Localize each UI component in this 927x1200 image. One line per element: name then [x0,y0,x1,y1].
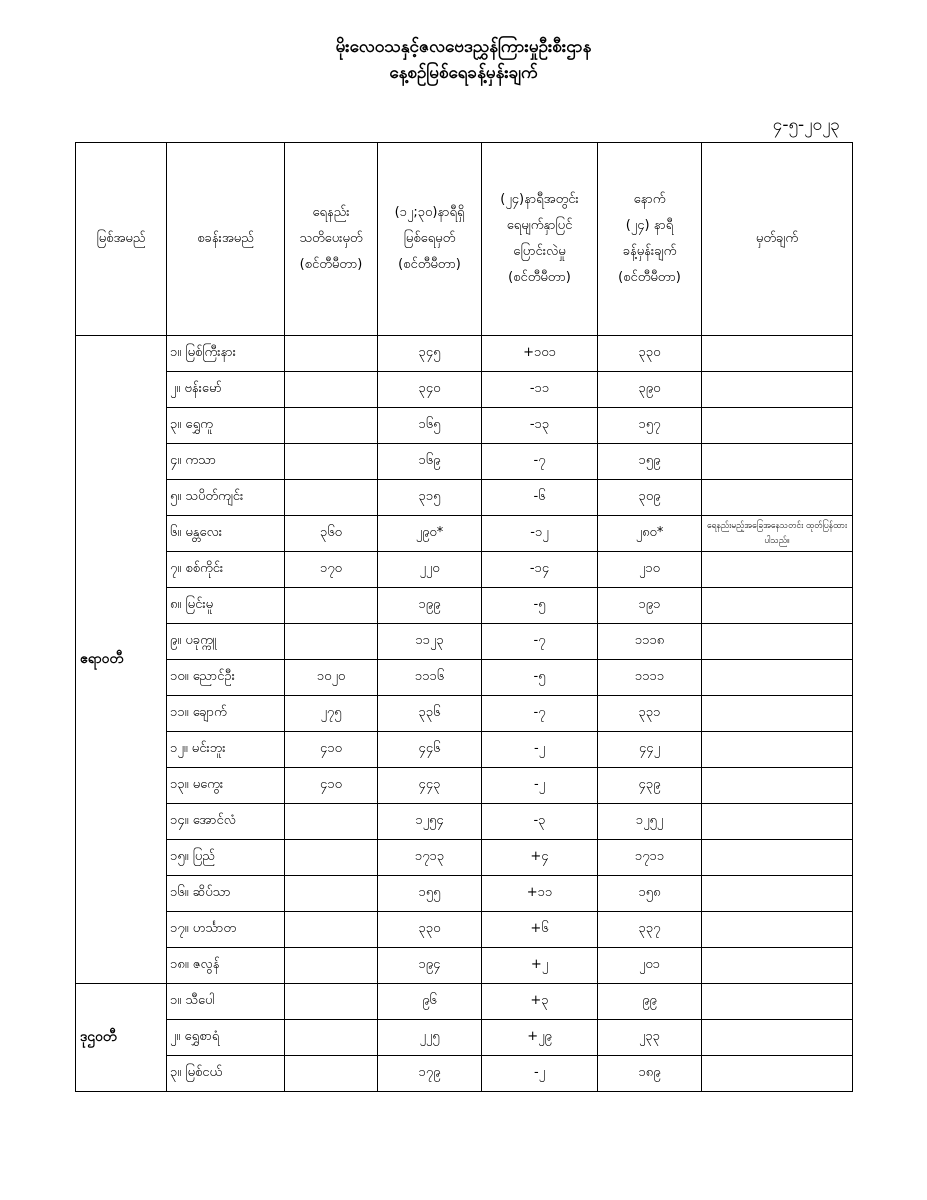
station-name-cell: ၁၃။ မကွေး [167,768,285,804]
remark-cell [702,408,853,444]
level-cell: ၁၇၁၃ [378,840,482,876]
remark-cell [702,444,853,480]
warning-cell [285,912,378,948]
warning-cell: ၃၆၀ [285,516,378,552]
station-name-cell: ၁၆။ ဆိပ်သာ [167,876,285,912]
river-name-cell: ဒုဌဝတီ [76,984,167,1092]
table-row [76,768,853,804]
table-row [76,588,853,624]
forecast-cell: ၃၃၀ [598,336,702,372]
header-line: မြစ်ရေမှတ် [403,231,456,246]
header-row [76,143,853,336]
remark-cell [702,696,853,732]
level-cell: ၁၉၉ [378,588,482,624]
header-station [167,143,285,336]
level-cell: ၁၆၉ [378,444,482,480]
table-body [76,336,853,1092]
change-cell: -၂ [482,1056,598,1092]
remark-cell [702,804,853,840]
change-cell: +၂၉ [482,1020,598,1056]
table-row [76,804,853,840]
station-name-cell: ၈။ မြင်းမူ [167,588,285,624]
level-cell: ၁၇၉ [378,1056,482,1092]
warning-cell: ၁၇၀ [285,552,378,588]
change-cell: -၂ [482,732,598,768]
station-name-cell: ၁၈။ ဇလွန် [167,948,285,984]
header-line: (၁၂;၃၀)နာရီရှိ [394,205,465,220]
table-row [76,696,853,732]
level-cell: ၁၁၂၃ [378,624,482,660]
header-line: မြစ်အမည် [96,231,146,246]
station-name-cell: ၁၁။ ချောက် [167,696,285,732]
header-current-level [378,143,482,336]
table-row [76,480,853,516]
forecast-cell: ၁၅၇ [598,408,702,444]
table-row [76,912,853,948]
forecast-cell: ၁၁၁၈ [598,624,702,660]
station-name-cell: ၅။ သပိတ်ကျင်း [167,480,285,516]
remark-cell [702,1020,853,1056]
level-cell: ၃၃၀ [378,912,482,948]
forecast-cell: ၁၉၁ [598,588,702,624]
change-cell: -၁၃ [482,408,598,444]
table-row [76,516,853,552]
header-line: (၂၄) နာရီ [625,218,674,233]
change-cell: +၂ [482,948,598,984]
remark-cell [702,1056,853,1092]
remark-cell [702,588,853,624]
change-cell: +၄ [482,840,598,876]
header-line: ပြောင်းလဲမှု [513,244,566,259]
header-warning-level [285,143,378,336]
station-name-cell: ၁၄။ အောင်လံ [167,804,285,840]
change-cell: +၁၀၁ [482,336,598,372]
station-name-cell: ၂။ ရွှေစာရံ [167,1020,285,1056]
table-row [76,408,853,444]
header-line: ရေနည်း [312,205,350,220]
level-cell: ၂၉၀* [378,516,482,552]
header-river [76,143,167,336]
header-line: (စင်တီမီတာ) [398,257,461,272]
warning-cell [285,804,378,840]
warning-cell [285,876,378,912]
remark-cell [702,768,853,804]
remark-cell: ရေနည်းမည့်အခြေအနေသတင်း ထုတ်ပြန်ထားပါသည်။ [702,516,853,552]
remark-cell [702,372,853,408]
forecast-cell: ၁၇၁၁ [598,840,702,876]
remark-cell [702,984,853,1020]
header-line: စခန်းအမည် [197,231,254,246]
forecast-cell: ၁၅၈ [598,876,702,912]
warning-cell: ၁၀၂၀ [285,660,378,696]
level-cell: ၁၂၅၄ [378,804,482,840]
river-forecast-table [75,142,853,1092]
title-line-2: နေ့စဉ်မြစ်ရေခန့်မှန်းချက် [389,63,538,83]
station-name-cell: ၁။ သီပေါ [167,984,285,1020]
remark-cell [702,732,853,768]
warning-cell [285,984,378,1020]
header-line: (စင်တီမီတာ) [299,257,363,272]
warning-cell [285,948,378,984]
remark-cell [702,948,853,984]
header-forecast [598,143,702,336]
header-line: (စင်တီမီတာ) [618,270,681,285]
warning-cell [285,444,378,480]
warning-cell: ၄၁၀ [285,768,378,804]
header-line: မှတ်ချက် [755,231,799,246]
table-row [76,732,853,768]
forecast-cell: ၂၈၀* [598,516,702,552]
remark-cell [702,336,853,372]
remark-cell [702,624,853,660]
forecast-cell: ၉၉ [598,984,702,1020]
table-row [76,372,853,408]
remark-cell [702,912,853,948]
table-row [76,948,853,984]
level-cell: ၁၅၅ [378,876,482,912]
header-line: သတိပေးမှတ် [299,231,363,246]
forecast-cell: ၂၀၁ [598,948,702,984]
level-cell: ၄၄၃ [378,768,482,804]
station-name-cell: ၇။ စစ်ကိုင်း [167,552,285,588]
level-cell: ၉၆ [378,984,482,1020]
change-cell: -၇ [482,444,598,480]
header-line: ခန့်မှန်းချက် [622,244,677,259]
header-line: (စင်တီမီတာ) [508,270,571,285]
remark-cell [702,552,853,588]
change-cell: +၆ [482,912,598,948]
header-line: နောက် [633,192,666,207]
header-remarks [702,143,853,336]
station-name-cell: ၆။ မန္တလေး [167,516,285,552]
title-line-1: မိုးလေဝသနှင့်ဇလဗေဒညွှန်ကြားမှုဦးစီးဌာန [335,37,592,57]
warning-cell [285,372,378,408]
forecast-cell: ၂၃၃ [598,1020,702,1056]
change-cell: -၇ [482,696,598,732]
warning-cell [285,840,378,876]
warning-cell: ၄၁၀ [285,732,378,768]
level-cell: ၃၃၆ [378,696,482,732]
remark-cell [702,840,853,876]
station-name-cell: ၂။ ဗန်းမော် [167,372,285,408]
level-cell: ၁၁၁၆ [378,660,482,696]
forecast-cell: ၃၃၁ [598,696,702,732]
change-cell: -၇ [482,624,598,660]
change-cell: -၁၁ [482,372,598,408]
table-row [76,984,853,1020]
forecast-cell: ၁၈၉ [598,1056,702,1092]
station-name-cell: ၃။ ရွှေကူ [167,408,285,444]
report-date: ၄-၅-၂၀၂၃ [772,115,840,135]
table-row [76,552,853,588]
station-name-cell: ၃။ မြစ်ငယ် [167,1056,285,1092]
table-row [76,660,853,696]
remark-cell [702,876,853,912]
forecast-cell: ၄၃၉ [598,768,702,804]
level-cell: ၃၁၅ [378,480,482,516]
station-name-cell: ၁၂။ မင်းဘူး [167,732,285,768]
level-cell: ၁၉၄ [378,948,482,984]
change-cell: -၆ [482,480,598,516]
warning-cell [285,480,378,516]
change-cell: -၅ [482,660,598,696]
level-cell: ၁၆၅ [378,408,482,444]
forecast-cell: ၁၁၁၁ [598,660,702,696]
level-cell: ၂၂၀ [378,552,482,588]
change-cell: +၃ [482,984,598,1020]
warning-cell [285,1020,378,1056]
level-cell: ၂၂၅ [378,1020,482,1056]
station-name-cell: ၁။ မြစ်ကြီးနား [167,336,285,372]
forecast-cell: ၂၁၀ [598,552,702,588]
change-cell: -၅ [482,588,598,624]
warning-cell: ၂၇၅ [285,696,378,732]
forecast-cell: ၁၂၅၂ [598,804,702,840]
table-row [76,444,853,480]
forecast-cell: ၁၅၉ [598,444,702,480]
warning-cell [285,336,378,372]
table-row [76,1020,853,1056]
warning-cell [285,624,378,660]
remark-cell [702,480,853,516]
level-cell: ၄၄၆ [378,732,482,768]
remark-cell [702,660,853,696]
change-cell: +၁၁ [482,876,598,912]
forecast-cell: ၃၉၀ [598,372,702,408]
forecast-cell: ၄၄၂ [598,732,702,768]
river-name-cell: ဧရာဝတီ [76,336,167,984]
table-row [76,876,853,912]
header-24h-change [482,143,598,336]
station-name-cell: ၁၅။ ပြည် [167,840,285,876]
table-row [76,1056,853,1092]
table-row [76,336,853,372]
station-name-cell: ၉။ ပခုက္ကူ [167,624,285,660]
warning-cell [285,408,378,444]
warning-cell [285,1056,378,1092]
forecast-cell: ၃၀၉ [598,480,702,516]
level-cell: ၃၄၀ [378,372,482,408]
warning-cell [285,588,378,624]
station-name-cell: ၄။ ကသာ [167,444,285,480]
change-cell: -၁၂ [482,516,598,552]
forecast-cell: ၃၃၇ [598,912,702,948]
station-name-cell: ၁၀။ ညောင်ဦး [167,660,285,696]
table-row [76,624,853,660]
header-line: ရေမျက်နှာပြင် [506,218,573,233]
change-cell: -၁၄ [482,552,598,588]
station-name-cell: ၁၇။ ဟင်္သာတ [167,912,285,948]
table-row [76,840,853,876]
change-cell: -၂ [482,768,598,804]
change-cell: -၃ [482,804,598,840]
level-cell: ၃၄၅ [378,336,482,372]
header-line: (၂၄)နာရီအတွင်း [500,192,579,207]
